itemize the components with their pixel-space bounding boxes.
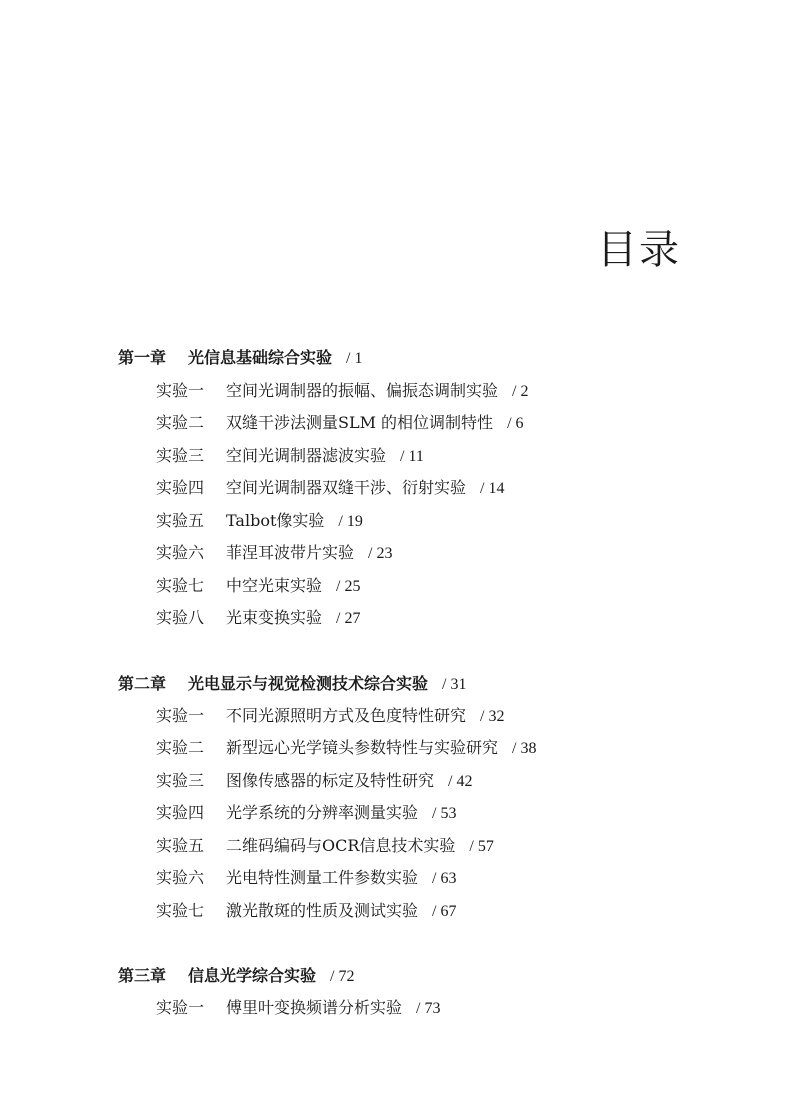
chapter-label: 第三章 (118, 966, 167, 985)
entry-label: 实验一 (156, 706, 205, 725)
entry-page: / 57 (469, 838, 494, 855)
toc-entry (156, 477, 504, 500)
chapter-label: 第二章 (118, 674, 167, 693)
entry-title: 傅里叶变换频谱分析实验 (226, 998, 403, 1017)
entry-page: / 63 (432, 870, 457, 887)
toc-entry (156, 867, 456, 890)
entry-label: 实验三 (156, 446, 205, 465)
entry-title: 光束变换实验 (226, 608, 323, 627)
chapter-page: / 1 (346, 350, 363, 367)
entry-page: / 23 (368, 545, 393, 562)
toc-entry (156, 542, 392, 565)
entry-title: 中空光束实验 (226, 576, 323, 595)
chapter-heading (118, 673, 466, 696)
entry-label: 实验五 (156, 836, 205, 855)
entry-title: 双缝干涉法测量SLM 的相位调制特性 (226, 413, 494, 432)
toc-entry (156, 835, 494, 858)
entry-page: / 6 (507, 415, 524, 432)
entry-page: / 53 (432, 805, 457, 822)
entry-label: 实验一 (156, 998, 205, 1017)
toc-entry (156, 770, 472, 793)
entry-page: / 27 (336, 610, 361, 627)
chapter-title: 信息光学综合实验 (188, 966, 317, 985)
chapter-heading (118, 347, 362, 370)
entry-label: 实验八 (156, 608, 205, 627)
entry-page: / 67 (432, 903, 457, 920)
entry-page: / 2 (512, 383, 529, 400)
entry-title: 光学系统的分辨率测量实验 (226, 803, 419, 822)
toc-entry (156, 412, 524, 435)
entry-title: 光电特性测量工件参数实验 (226, 868, 419, 887)
entry-page: / 73 (416, 1000, 441, 1017)
toc-entry (156, 510, 363, 533)
entry-title: 新型远心光学镜头参数特性与实验研究 (226, 738, 499, 757)
chapter-page: / 31 (442, 676, 467, 693)
entry-page: / 25 (336, 578, 361, 595)
entry-page: / 14 (480, 480, 505, 497)
entry-label: 实验三 (156, 771, 205, 790)
toc-entry (156, 900, 456, 923)
entry-label: 实验二 (156, 413, 205, 432)
toc-entry (156, 705, 504, 728)
toc-entry (156, 737, 536, 760)
toc-entry (156, 380, 528, 403)
entry-title: Talbot像实验 (226, 511, 325, 530)
toc-entry (156, 445, 424, 468)
entry-label: 实验四 (156, 478, 205, 497)
entry-page: / 11 (400, 448, 424, 465)
entry-page: / 42 (448, 773, 473, 790)
entry-title: 图像传感器的标定及特性研究 (226, 771, 435, 790)
entry-label: 实验一 (156, 381, 205, 400)
entry-title: 二维码编码与OCR信息技术实验 (226, 836, 456, 855)
entry-title: 空间光调制器滤波实验 (226, 446, 387, 465)
entry-page: / 19 (338, 513, 363, 530)
chapter-title: 光信息基础综合实验 (188, 348, 333, 367)
entry-title: 空间光调制器双缝干涉、衍射实验 (226, 478, 467, 497)
chapter-heading (118, 965, 354, 988)
entry-page: / 38 (512, 740, 537, 757)
toc-entry (156, 607, 360, 630)
chapter-page: / 72 (330, 968, 355, 985)
entry-title: 菲涅耳波带片实验 (226, 543, 355, 562)
page-title: 目录 (597, 227, 681, 273)
entry-title: 激光散斑的性质及测试实验 (226, 901, 419, 920)
entry-label: 实验四 (156, 803, 205, 822)
chapter-label: 第一章 (118, 348, 167, 367)
toc-entry (156, 575, 360, 598)
entry-label: 实验七 (156, 901, 205, 920)
entry-page: / 32 (480, 708, 505, 725)
entry-label: 实验六 (156, 868, 205, 887)
toc-entry (156, 997, 440, 1020)
entry-label: 实验五 (156, 511, 205, 530)
entry-label: 实验二 (156, 738, 205, 757)
toc-entry (156, 802, 456, 825)
entry-label: 实验六 (156, 543, 205, 562)
chapter-title: 光电显示与视觉检测技术综合实验 (188, 674, 429, 693)
entry-title: 不同光源照明方式及色度特性研究 (226, 706, 467, 725)
entry-label: 实验七 (156, 576, 205, 595)
entry-title: 空间光调制器的振幅、偏振态调制实验 (226, 381, 499, 400)
